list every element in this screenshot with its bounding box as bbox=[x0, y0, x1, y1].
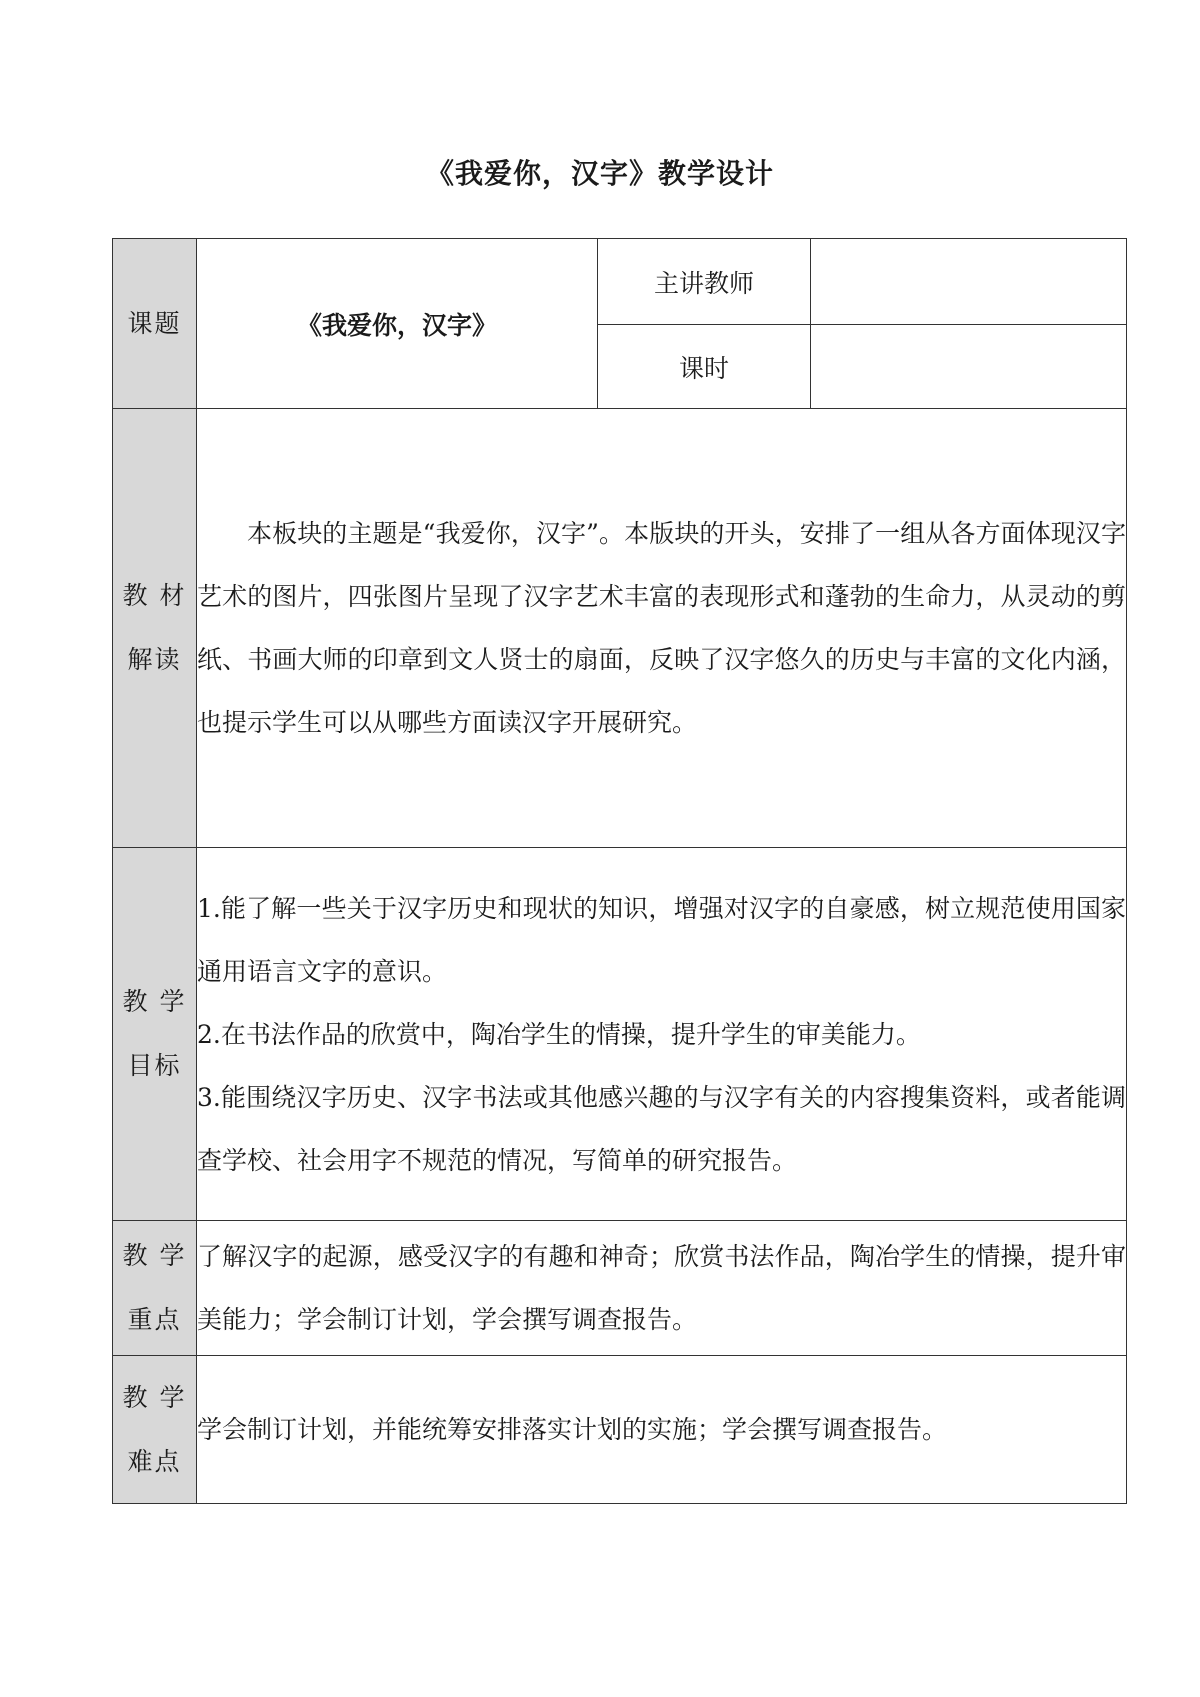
objectives-label-line1: 教 学 bbox=[122, 987, 187, 1016]
difficulties-text: 学会制订计划，并能统筹安排落实计划的实施；学会撰写调查报告。 bbox=[197, 1415, 948, 1444]
lesson-plan-table bbox=[112, 238, 1127, 1504]
difficulties-content bbox=[197, 1356, 1127, 1504]
key-points-label-cell bbox=[113, 1221, 197, 1356]
objectives-label-cell bbox=[113, 848, 197, 1221]
hours-value bbox=[811, 325, 1127, 409]
topic-label: 课题 bbox=[127, 308, 182, 338]
difficulties-label-line2: 难点 bbox=[127, 1446, 182, 1476]
material-row bbox=[113, 409, 1127, 848]
material-content bbox=[197, 409, 1127, 848]
objectives-row bbox=[113, 848, 1127, 1221]
objectives-content bbox=[197, 848, 1127, 1221]
material-label-line1: 教 材 bbox=[122, 581, 187, 610]
objective-item: 3.能围绕汉字历史、汉字书法或其他感兴趣的与汉字有关的内容搜集资料，或者能调查学校、社会用字不规范的情况，写简单的研究报告。 bbox=[197, 1082, 1126, 1175]
key-points-row bbox=[113, 1221, 1127, 1356]
document-title: 《我爱你，汉字》教学设计 bbox=[425, 157, 774, 190]
key-points-content bbox=[197, 1221, 1127, 1356]
teacher-label: 主讲教师 bbox=[598, 239, 811, 325]
difficulties-label-line1: 教 学 bbox=[122, 1382, 187, 1412]
difficulties-label-cell bbox=[113, 1356, 197, 1504]
material-text: 本板块的主题是“我爱你，汉字”。本版块的开头，安排了一组从各方面体现汉字艺术的图片，四张图片呈现了汉字艺术丰富的表现形式和蓬勃的生命力，从灵动的剪纸、书画大师的印章到文人贤士的扇面，反映了汉字悠久的历史与丰富的文化内涵，也提示学生可以从哪些方面读汉字开展研究。 bbox=[197, 519, 1126, 737]
material-label-line2: 解读 bbox=[127, 645, 182, 674]
topic-value: 《我爱你，汉字》 bbox=[197, 239, 598, 409]
key-points-label-line2: 重点 bbox=[127, 1305, 182, 1334]
teacher-value bbox=[811, 239, 1127, 325]
objective-item: 2.在书法作品的欣赏中，陶冶学生的情操，提升学生的审美能力。 bbox=[197, 1019, 921, 1049]
objective-item: 1.能了解一些关于汉字历史和现状的知识，增强对汉字的自豪感，树立规范使用国家通用语言文字的意识。 bbox=[197, 893, 1126, 986]
topic-row-teacher bbox=[113, 239, 1127, 325]
key-points-label-line1: 教 学 bbox=[122, 1241, 187, 1270]
hours-label: 课时 bbox=[598, 325, 811, 409]
key-points-text: 了解汉字的起源，感受汉字的有趣和神奇；欣赏书法作品，陶冶学生的情操，提升审美能力；学会制订计划，学会撰写调查报告。 bbox=[197, 1242, 1126, 1334]
material-label-cell bbox=[113, 409, 197, 848]
objectives-label-line2: 目标 bbox=[127, 1051, 182, 1080]
difficulties-row bbox=[113, 1356, 1127, 1504]
topic-label-cell bbox=[113, 239, 197, 409]
